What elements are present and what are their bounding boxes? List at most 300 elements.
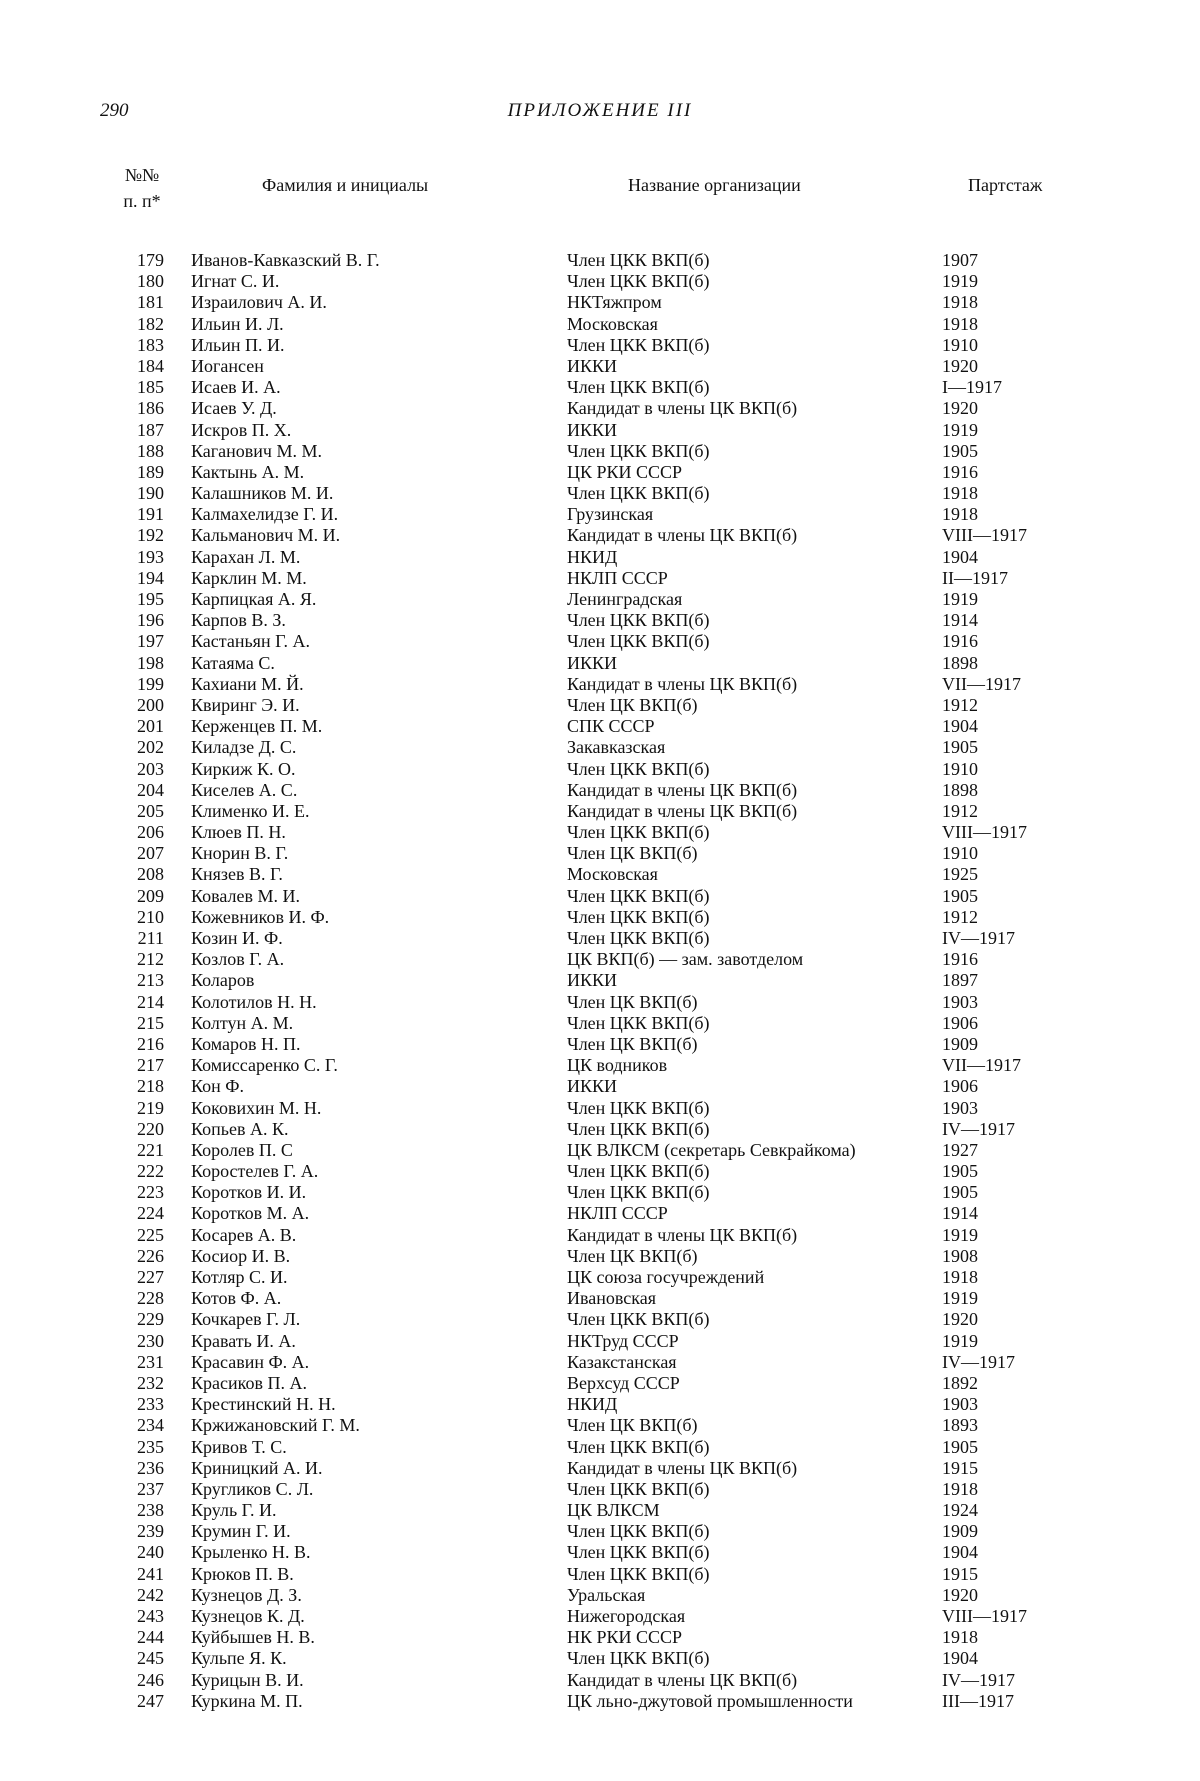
- row-organization: НКТяжпром: [567, 292, 662, 313]
- table-row: [0, 525, 1200, 546]
- table-row: [0, 1458, 1200, 1479]
- row-stazh: VIII—1917: [942, 1606, 1027, 1626]
- table-row: [0, 1055, 1200, 1076]
- table-row: [0, 1203, 1200, 1224]
- row-stazh: 1915: [942, 1563, 978, 1584]
- row-name: Ковалев М. И.: [191, 885, 300, 906]
- row-organization: Кандидат в члены ЦК ВКП(б): [567, 398, 798, 419]
- row-organization: Член ЦКК ВКП(б): [567, 377, 710, 398]
- row-number: 239: [137, 1521, 164, 1542]
- row-stazh: 1912: [942, 694, 978, 715]
- header-number-line2: п. п*: [123, 191, 161, 211]
- row-name: Киркиж К. О.: [191, 758, 296, 779]
- row-name: Искров П. Х.: [191, 419, 292, 440]
- row-organization: Член ЦКК ВКП(б): [567, 250, 710, 270]
- row-number: 240: [137, 1542, 164, 1563]
- row-organization: Казакстанская: [567, 1351, 677, 1372]
- table-row: [0, 271, 1200, 292]
- row-stazh: 1910: [942, 334, 978, 355]
- table-row: [0, 292, 1200, 313]
- row-name: Куйбышев Н. В.: [191, 1627, 315, 1648]
- table-row: [0, 462, 1200, 483]
- row-name: Кржижановский Г. М.: [191, 1415, 360, 1436]
- row-number: 215: [137, 1012, 164, 1033]
- row-number: 189: [137, 461, 164, 482]
- row-name: Кульпе Я. К.: [191, 1648, 287, 1669]
- row-name: Котляр С. И.: [191, 1267, 288, 1287]
- row-number: 199: [137, 673, 164, 694]
- table-row: [0, 716, 1200, 737]
- row-number: 198: [137, 652, 164, 673]
- row-organization: Член ЦКК ВКП(б): [567, 1521, 710, 1542]
- table-row: [0, 1034, 1200, 1055]
- row-name: Кузнецов Д. З.: [191, 1584, 302, 1605]
- row-name: Карклин М. М.: [191, 567, 307, 588]
- table-row: [0, 356, 1200, 377]
- row-name: Кравать И. А.: [191, 1330, 296, 1351]
- row-name: Кочкарев Г. Л.: [191, 1309, 301, 1330]
- row-number: 221: [137, 1139, 164, 1160]
- row-number: 186: [137, 398, 164, 419]
- table-header: [0, 162, 1200, 222]
- table-row: [0, 568, 1200, 589]
- table-row: [0, 674, 1200, 695]
- row-stazh: 1903: [942, 1097, 978, 1118]
- row-organization: Член ЦКК ВКП(б): [567, 1478, 710, 1499]
- row-organization: Кандидат в члены ЦК ВКП(б): [567, 779, 798, 800]
- row-organization: СПК СССР: [567, 716, 655, 737]
- row-organization: ЦК ВЛКСМ (секретарь Севкрайкома): [567, 1139, 856, 1160]
- row-number: 205: [137, 800, 164, 821]
- table-row: [0, 843, 1200, 864]
- row-name: Кривов Т. С.: [191, 1436, 287, 1457]
- row-organization: Кандидат в члены ЦК ВКП(б): [567, 1224, 798, 1245]
- row-organization: Член ЦК ВКП(б): [567, 991, 698, 1012]
- table-row: [0, 822, 1200, 843]
- table-row: [0, 737, 1200, 758]
- row-stazh: VIII—1917: [942, 822, 1027, 843]
- row-stazh: 1904: [942, 1648, 978, 1669]
- row-organization: ИККИ: [567, 652, 618, 673]
- row-organization: Член ЦКК ВКП(б): [567, 1648, 710, 1669]
- row-name: Карпов В. З.: [191, 610, 286, 631]
- row-stazh: 1912: [942, 800, 978, 821]
- row-organization: Член ЦКК ВКП(б): [567, 885, 710, 906]
- header-stazh: Партстаж: [968, 175, 1043, 195]
- row-stazh: 1914: [942, 610, 978, 631]
- row-organization: Нижегородская: [567, 1606, 686, 1626]
- row-organization: Московская: [567, 864, 658, 885]
- row-stazh: 1904: [942, 716, 978, 737]
- row-name: Катаяма С.: [191, 652, 275, 673]
- row-organization: Ленинградская: [567, 589, 683, 609]
- row-stazh: 1918: [942, 292, 978, 313]
- row-organization: Член ЦКК ВКП(б): [567, 610, 710, 631]
- row-organization: НКЛП СССР: [567, 567, 668, 588]
- row-stazh: 1909: [942, 1033, 978, 1054]
- row-number: 227: [137, 1267, 164, 1287]
- row-organization: Член ЦКК ВКП(б): [567, 1436, 710, 1457]
- row-stazh: 1905: [942, 737, 978, 758]
- row-number: 243: [137, 1606, 164, 1626]
- row-name: Куркина М. П.: [191, 1690, 303, 1711]
- row-number: 196: [137, 610, 164, 631]
- row-number: 212: [137, 949, 164, 970]
- row-stazh: 1905: [942, 440, 978, 461]
- header-number-line1: №№: [124, 165, 160, 185]
- row-name: Калмахелидзе Г. И.: [191, 504, 339, 525]
- row-organization: Кандидат в члены ЦК ВКП(б): [567, 525, 798, 546]
- row-stazh: I—1917: [942, 377, 1002, 398]
- row-organization: ЦК РКИ СССР: [567, 461, 683, 482]
- row-stazh: 1918: [942, 1627, 978, 1648]
- row-organization: ЦК ВЛКСМ: [567, 1500, 660, 1521]
- row-organization: Закавказская: [567, 737, 666, 758]
- row-organization: Кандидат в члены ЦК ВКП(б): [567, 1669, 798, 1690]
- row-number: 230: [137, 1330, 164, 1351]
- row-stazh: 1916: [942, 461, 978, 482]
- table-row: [0, 1267, 1200, 1288]
- row-name: Клюев П. Н.: [191, 822, 286, 843]
- table-row: [0, 928, 1200, 949]
- row-stazh: 1907: [942, 250, 978, 270]
- row-name: Кастаньян Г. А.: [191, 631, 310, 652]
- table-row: [0, 1076, 1200, 1097]
- row-stazh: 1905: [942, 885, 978, 906]
- row-stazh: 1916: [942, 631, 978, 652]
- row-stazh: 1919: [942, 271, 978, 292]
- row-stazh: 1906: [942, 1012, 978, 1033]
- table-row: [0, 547, 1200, 568]
- row-name: Кахиани М. Й.: [191, 673, 304, 694]
- row-name: Коротков М. А.: [191, 1203, 310, 1224]
- row-stazh: 1912: [942, 906, 978, 927]
- row-name: Козин И. Ф.: [191, 928, 283, 948]
- header-number: [112, 162, 172, 214]
- table-row: [0, 1352, 1200, 1373]
- row-organization: Член ЦКК ВКП(б): [567, 1097, 710, 1118]
- table-row: [0, 631, 1200, 652]
- row-number: 234: [137, 1415, 164, 1436]
- row-name: Комиссаренко С. Г.: [191, 1055, 338, 1076]
- table-row: [0, 1691, 1200, 1712]
- row-stazh: 1927: [942, 1139, 978, 1160]
- row-name: Карпицкая А. Я.: [191, 589, 317, 609]
- row-name: Косарев А. В.: [191, 1224, 297, 1245]
- table-row: [0, 335, 1200, 356]
- row-name: Исаев У. Д.: [191, 398, 277, 419]
- row-number: 232: [137, 1372, 164, 1393]
- row-organization: Член ЦКК ВКП(б): [567, 1161, 710, 1182]
- table-row: [0, 1013, 1200, 1034]
- row-stazh: 1919: [942, 1288, 978, 1309]
- table-row: [0, 1098, 1200, 1119]
- row-stazh: 1903: [942, 1394, 978, 1415]
- row-name: Исаев И. А.: [191, 377, 281, 398]
- table-row: [0, 441, 1200, 462]
- row-name: Крестинский Н. Н.: [191, 1394, 336, 1415]
- row-name: Израилович А. И.: [191, 292, 327, 313]
- row-stazh: 1919: [942, 1330, 978, 1351]
- row-number: 203: [137, 758, 164, 779]
- row-organization: Кандидат в члены ЦК ВКП(б): [567, 1457, 798, 1478]
- table-row: [0, 1246, 1200, 1267]
- row-organization: Член ЦКК ВКП(б): [567, 483, 710, 504]
- table-row: [0, 1521, 1200, 1542]
- row-stazh: 1892: [942, 1372, 978, 1393]
- row-stazh: 1915: [942, 1457, 978, 1478]
- row-stazh: 1908: [942, 1245, 978, 1266]
- table-row: [0, 610, 1200, 631]
- table-body: [0, 250, 1200, 1712]
- row-stazh: 1925: [942, 864, 978, 885]
- row-organization: Уральская: [567, 1584, 646, 1605]
- row-number: 180: [137, 271, 164, 292]
- row-organization: Кандидат в члены ЦК ВКП(б): [567, 800, 798, 821]
- table-row: [0, 780, 1200, 801]
- row-name: Кон Ф.: [191, 1076, 244, 1097]
- row-name: Керженцев П. М.: [191, 716, 323, 737]
- row-organization: Член ЦКК ВКП(б): [567, 1118, 710, 1139]
- table-row: [0, 1119, 1200, 1140]
- row-organization: Член ЦКК ВКП(б): [567, 758, 710, 779]
- row-number: 188: [137, 440, 164, 461]
- row-organization: ИККИ: [567, 355, 618, 376]
- row-number: 197: [137, 631, 164, 652]
- row-stazh: III—1917: [942, 1690, 1014, 1711]
- row-number: 237: [137, 1478, 164, 1499]
- row-stazh: IV—1917: [942, 928, 1015, 948]
- row-number: 200: [137, 694, 164, 715]
- table-row: [0, 1542, 1200, 1563]
- row-organization: НКИД: [567, 546, 618, 567]
- row-name: Колотилов Н. Н.: [191, 991, 317, 1012]
- row-number: 229: [137, 1309, 164, 1330]
- row-organization: Член ЦКК ВКП(б): [567, 822, 710, 843]
- row-stazh: 1910: [942, 843, 978, 864]
- row-organization: Член ЦКК ВКП(б): [567, 440, 710, 461]
- row-number: 219: [137, 1097, 164, 1118]
- row-number: 181: [137, 292, 164, 313]
- row-stazh: 1918: [942, 313, 978, 334]
- row-stazh: 1893: [942, 1415, 978, 1436]
- row-name: Кактынь А. М.: [191, 461, 305, 482]
- header-name: Фамилия и инициалы: [262, 175, 429, 195]
- table-row: [0, 1140, 1200, 1161]
- row-number: 224: [137, 1203, 164, 1224]
- row-organization: Член ЦКК ВКП(б): [567, 1182, 710, 1203]
- row-number: 211: [137, 928, 164, 948]
- table-row: [0, 1309, 1200, 1330]
- table-row: [0, 1500, 1200, 1521]
- row-number: 184: [137, 355, 164, 376]
- row-name: Комаров Н. П.: [191, 1033, 301, 1054]
- row-number: 213: [137, 970, 164, 991]
- row-stazh: VIII—1917: [942, 525, 1027, 546]
- row-name: Каганович М. М.: [191, 440, 322, 461]
- row-organization: НКЛП СССР: [567, 1203, 668, 1224]
- row-stazh: 1898: [942, 652, 978, 673]
- row-name: Ильин П. И.: [191, 334, 285, 355]
- row-number: 238: [137, 1500, 164, 1521]
- row-stazh: IV—1917: [942, 1669, 1015, 1690]
- row-name: Коростелев Г. А.: [191, 1161, 319, 1182]
- row-number: 194: [137, 567, 164, 588]
- row-stazh: 1897: [942, 970, 978, 991]
- table-row: [0, 1288, 1200, 1309]
- row-organization: ЦК льно-джутовой промышленности: [567, 1690, 853, 1711]
- row-stazh: 1914: [942, 1203, 978, 1224]
- row-name: Королев П. С: [191, 1139, 293, 1160]
- row-number: 182: [137, 313, 164, 334]
- table-row: [0, 483, 1200, 504]
- section-title: ПРИЛОЖЕНИЕ III: [507, 100, 693, 121]
- row-organization: Кандидат в члены ЦК ВКП(б): [567, 673, 798, 694]
- row-number: 222: [137, 1161, 164, 1182]
- row-organization: Член ЦК ВКП(б): [567, 843, 698, 864]
- row-name: Калашников М. И.: [191, 483, 334, 504]
- table-row: [0, 949, 1200, 970]
- row-stazh: 1903: [942, 991, 978, 1012]
- row-stazh: IV—1917: [942, 1351, 1015, 1372]
- header-organization: Название организации: [628, 175, 801, 195]
- row-stazh: 1920: [942, 398, 978, 419]
- row-organization: НКИД: [567, 1394, 618, 1415]
- row-number: 218: [137, 1076, 164, 1097]
- row-stazh: 1918: [942, 1267, 978, 1287]
- row-organization: ИККИ: [567, 419, 618, 440]
- row-number: 183: [137, 334, 164, 355]
- table-row: [0, 1182, 1200, 1203]
- row-number: 231: [137, 1351, 164, 1372]
- row-name: Козлов Г. А.: [191, 949, 285, 970]
- table-row: [0, 504, 1200, 525]
- row-number: 223: [137, 1182, 164, 1203]
- table-row: [0, 1415, 1200, 1436]
- table-row: [0, 377, 1200, 398]
- row-stazh: 1905: [942, 1182, 978, 1203]
- row-name: Карахан Л. М.: [191, 546, 301, 567]
- row-name: Копьев А. К.: [191, 1118, 289, 1139]
- row-name: Крыленко Н. В.: [191, 1542, 311, 1563]
- row-stazh: II—1917: [942, 567, 1008, 588]
- row-number: 217: [137, 1055, 164, 1076]
- row-name: Кожевников И. Ф.: [191, 906, 330, 927]
- row-organization: Верхсуд СССР: [567, 1372, 680, 1393]
- row-stazh: 1898: [942, 779, 978, 800]
- row-stazh: 1919: [942, 419, 978, 440]
- row-stazh: 1916: [942, 949, 978, 970]
- row-name: Кругликов С. Л.: [191, 1478, 314, 1499]
- table-row: [0, 1437, 1200, 1458]
- table-row: [0, 1373, 1200, 1394]
- table-row: [0, 398, 1200, 419]
- row-organization: Ивановская: [567, 1288, 657, 1309]
- row-number: 195: [137, 589, 164, 609]
- row-name: Киселев А. С.: [191, 779, 298, 800]
- row-organization: Московская: [567, 313, 658, 334]
- row-name: Красавин Ф. А.: [191, 1351, 310, 1372]
- row-name: Киладзе Д. С.: [191, 737, 297, 758]
- row-organization: Член ЦКК ВКП(б): [567, 1563, 710, 1584]
- row-organization: Член ЦКК ВКП(б): [567, 928, 710, 948]
- row-number: 226: [137, 1245, 164, 1266]
- row-stazh: IV—1917: [942, 1118, 1015, 1139]
- row-number: 191: [137, 504, 164, 525]
- row-stazh: 1918: [942, 1478, 978, 1499]
- row-name: Князев В. Г.: [191, 864, 283, 885]
- row-stazh: VII—1917: [942, 673, 1021, 694]
- row-organization: Член ЦКК ВКП(б): [567, 1309, 710, 1330]
- table-row: [0, 1585, 1200, 1606]
- row-number: 208: [137, 864, 164, 885]
- row-stazh: 1904: [942, 546, 978, 567]
- row-organization: Член ЦКК ВКП(б): [567, 906, 710, 927]
- row-number: 204: [137, 779, 164, 800]
- row-organization: Член ЦКК ВКП(б): [567, 271, 710, 292]
- row-organization: ЦК союза госучреждений: [567, 1267, 765, 1287]
- row-organization: Член ЦКК ВКП(б): [567, 1542, 710, 1563]
- row-organization: НК РКИ СССР: [567, 1627, 683, 1648]
- row-organization: Член ЦК ВКП(б): [567, 1415, 698, 1436]
- table-row: [0, 801, 1200, 822]
- running-head: [0, 100, 1200, 130]
- table-row: [0, 1225, 1200, 1246]
- row-number: 202: [137, 737, 164, 758]
- row-number: 209: [137, 885, 164, 906]
- row-organization: Член ЦК ВКП(б): [567, 1245, 698, 1266]
- row-stazh: 1924: [942, 1500, 978, 1521]
- row-organization: ИККИ: [567, 1076, 618, 1097]
- row-stazh: 1920: [942, 1309, 978, 1330]
- table-row: [0, 1394, 1200, 1415]
- table-row: [0, 1564, 1200, 1585]
- table-row: [0, 1606, 1200, 1627]
- row-name: Квиринг Э. И.: [191, 694, 300, 715]
- table-row: [0, 1331, 1200, 1352]
- row-name: Крюков П. В.: [191, 1563, 294, 1584]
- row-number: 207: [137, 843, 164, 864]
- row-number: 225: [137, 1224, 164, 1245]
- row-number: 228: [137, 1288, 164, 1309]
- row-stazh: 1906: [942, 1076, 978, 1097]
- row-number: 210: [137, 906, 164, 927]
- row-stazh: VII—1917: [942, 1055, 1021, 1076]
- row-name: Косиор И. В.: [191, 1245, 291, 1266]
- row-number: 233: [137, 1394, 164, 1415]
- row-organization: ЦК водников: [567, 1055, 668, 1076]
- table-row: [0, 907, 1200, 928]
- row-name: Кузнецов К. Д.: [191, 1606, 305, 1626]
- row-name: Игнат С. И.: [191, 271, 280, 292]
- table-row: [0, 1670, 1200, 1691]
- row-number: 244: [137, 1627, 164, 1648]
- row-stazh: 1909: [942, 1521, 978, 1542]
- row-name: Кальманович М. И.: [191, 525, 341, 546]
- table-row: [0, 970, 1200, 991]
- row-stazh: 1919: [942, 589, 978, 609]
- row-number: 235: [137, 1436, 164, 1457]
- table-row: [0, 1479, 1200, 1500]
- row-name: Колтун А. М.: [191, 1012, 294, 1033]
- table-row: [0, 886, 1200, 907]
- row-number: 241: [137, 1563, 164, 1584]
- row-name: Крумин Г. И.: [191, 1521, 291, 1542]
- row-name: Иванов-Кавказский В. Г.: [191, 250, 380, 270]
- row-stazh: 1919: [942, 1224, 978, 1245]
- row-number: 190: [137, 483, 164, 504]
- row-organization: Член ЦКК ВКП(б): [567, 631, 710, 652]
